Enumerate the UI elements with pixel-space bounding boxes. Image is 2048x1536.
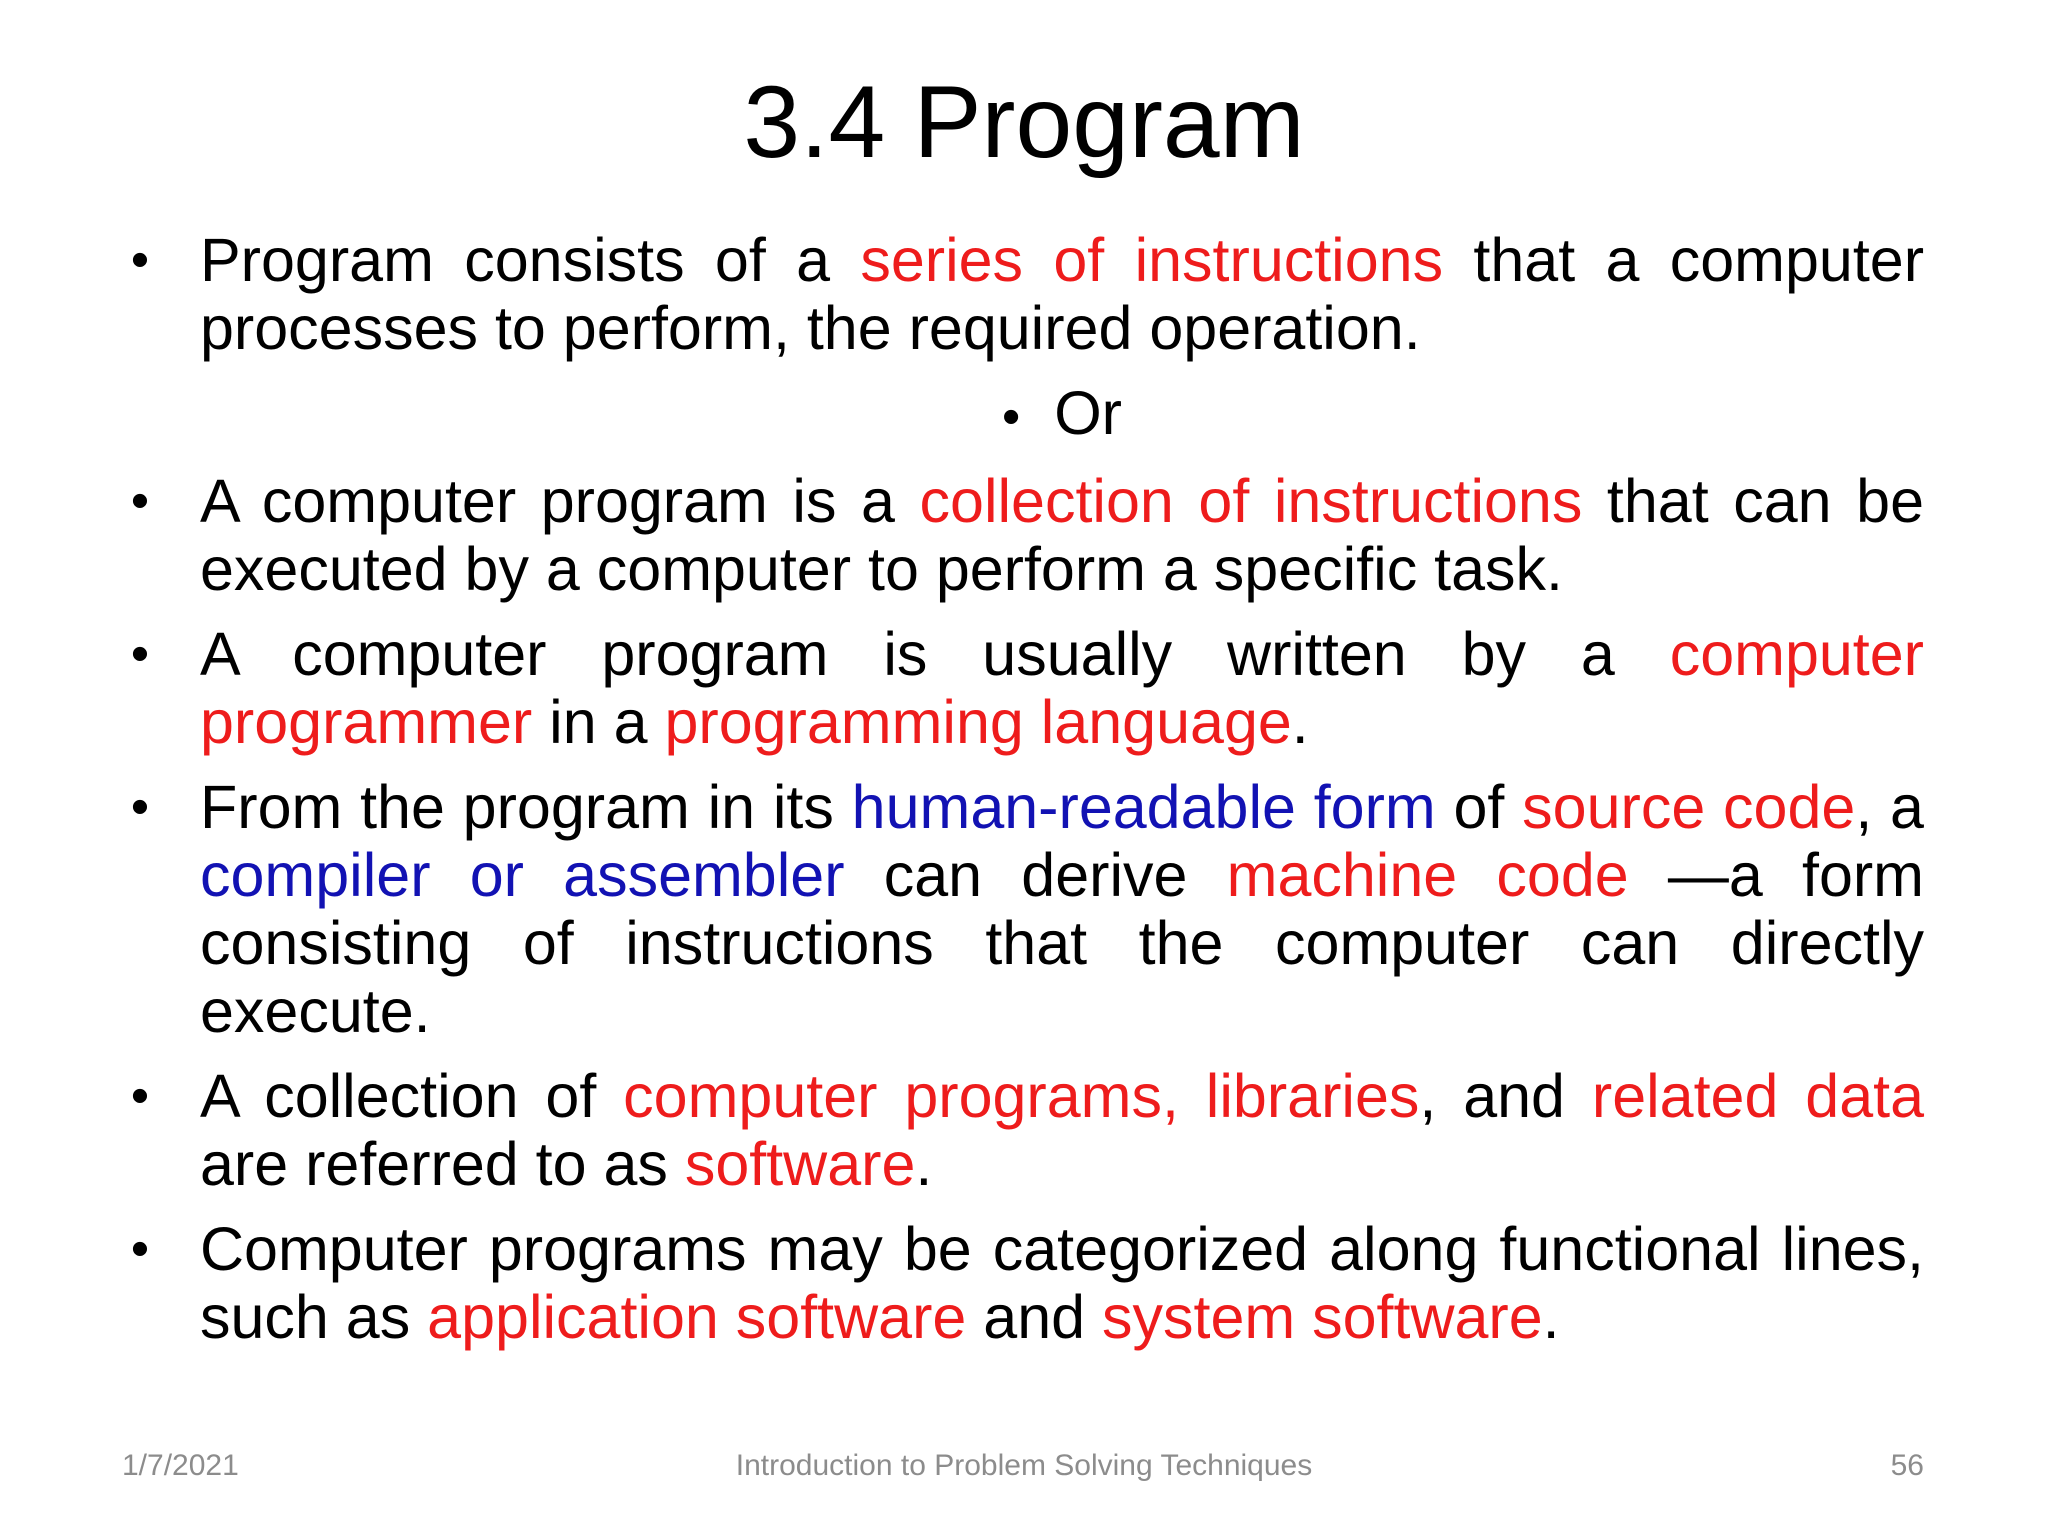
- highlighted-term: machine code: [1226, 841, 1629, 909]
- text-segment: Computer programs may be categorized along functional lines, such as: [200, 1215, 1924, 1351]
- text-segment: A computer program is usually written by a: [200, 620, 1670, 688]
- bullet-item: [120, 1062, 1924, 1198]
- text-segment: of: [1435, 773, 1523, 841]
- bullet-item: [120, 467, 1924, 603]
- bullet-icon: •: [130, 231, 150, 289]
- highlighted-term: series of instructions: [860, 226, 1444, 294]
- bullet-item: [120, 226, 1924, 362]
- text-segment: From the program in its: [200, 773, 852, 841]
- text-segment: A collection of: [200, 1062, 624, 1130]
- bullet-icon: •: [130, 778, 150, 836]
- text-segment: , and: [1419, 1062, 1592, 1130]
- bullet-item: [120, 1215, 1924, 1351]
- text-segment: , a: [1855, 773, 1924, 841]
- highlighted-term: collection of instructions: [919, 467, 1583, 535]
- text-segment: Or: [1054, 379, 1122, 447]
- bullet-list: [120, 226, 1924, 1368]
- text-segment: in a: [532, 688, 665, 756]
- text-segment: .: [1291, 688, 1309, 756]
- bullet-icon: •: [130, 1067, 150, 1125]
- text-segment: Program consists of a: [200, 226, 861, 294]
- highlighted-term: human-readable form: [851, 773, 1436, 841]
- text-segment: that a computer processes to perform, the required operation.: [200, 226, 1925, 362]
- highlighted-term: source code: [1522, 773, 1856, 841]
- highlighted-term: compiler or assembler: [200, 841, 845, 909]
- bullet-icon: •: [130, 625, 150, 683]
- bullet-icon: •: [130, 472, 150, 530]
- slide-title: 3.4 Program: [743, 65, 1305, 179]
- slide-number: 56: [1890, 1449, 1924, 1482]
- bullet-item: [120, 773, 1924, 1045]
- footer-date: 1/7/2021: [122, 1449, 239, 1482]
- highlighted-term: programming language: [664, 688, 1292, 756]
- text-segment: A computer program is a: [200, 467, 920, 535]
- highlighted-term: application software: [427, 1283, 967, 1351]
- text-segment: are referred to as: [200, 1130, 685, 1198]
- bullet-icon: •: [130, 1220, 150, 1278]
- text-segment: that can be executed by a computer to perform a specific task.: [200, 467, 1924, 603]
- bullet-item: [120, 620, 1924, 756]
- text-segment: can derive: [844, 841, 1227, 909]
- highlighted-term: system software: [1102, 1283, 1543, 1351]
- footer-title: Introduction to Problem Solving Techniques: [735, 1449, 1313, 1482]
- text-segment: .: [1542, 1283, 1560, 1351]
- highlighted-term: software: [684, 1130, 916, 1198]
- bullet-icon: •: [1002, 388, 1021, 446]
- text-segment: .: [915, 1130, 933, 1198]
- highlighted-term: computer programs, libraries: [623, 1062, 1420, 1130]
- highlighted-term: computer programmer: [200, 620, 1924, 756]
- text-segment: and: [966, 1283, 1102, 1351]
- highlighted-term: related data: [1591, 1062, 1925, 1130]
- or-separator: [120, 379, 1924, 451]
- text-segment: —a form consisting of instructions that the computer can directly execute.: [200, 841, 1924, 1045]
